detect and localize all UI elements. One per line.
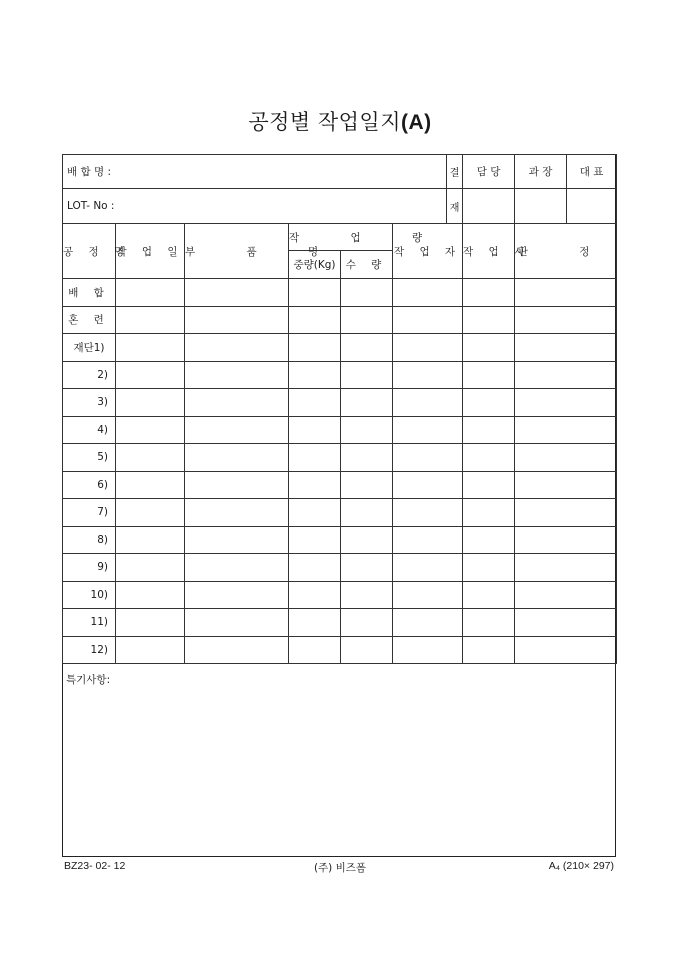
part-name-cell[interactable] [185,581,289,609]
process-row [63,444,617,472]
quantity-cell[interactable] [341,554,393,582]
process-row [63,361,617,389]
approval-role-ceo: 대 표 [567,155,617,189]
part-name-cell[interactable] [185,554,289,582]
work-date-cell[interactable] [116,334,185,362]
weight-cell[interactable] [289,581,341,609]
judgment-cell[interactable] [515,554,617,582]
work-time-cell[interactable] [463,306,515,334]
process-label: 10) [63,581,116,609]
process-row [63,279,617,307]
quantity-cell[interactable] [341,389,393,417]
process-row [63,416,617,444]
mix-name-field[interactable] [63,155,447,189]
judgment-cell[interactable] [515,306,617,334]
worker-cell[interactable] [393,636,463,664]
remarks-label: 특기사항: [66,674,111,686]
weight-cell[interactable] [289,636,341,664]
process-label: 배 합 [63,279,116,307]
quantity-cell[interactable] [341,416,393,444]
work-time-cell[interactable] [463,334,515,362]
weight-cell[interactable] [289,526,341,554]
work-time-cell[interactable] [463,636,515,664]
quantity-cell[interactable] [341,526,393,554]
quantity-cell[interactable] [341,471,393,499]
process-label: 9) [63,554,116,582]
work-date-cell[interactable] [116,444,185,472]
weight-cell[interactable] [289,499,341,527]
work-time-cell[interactable] [463,609,515,637]
quantity-cell[interactable] [341,636,393,664]
footer-company: (주) 비즈폼 [313,862,367,874]
worker-cell[interactable] [393,444,463,472]
approval-sign-manager[interactable] [463,189,515,224]
work-date-cell[interactable] [116,389,185,417]
form-title [0,106,680,136]
header-judgment: 판 정 [515,224,617,279]
part-name-cell[interactable] [185,636,289,664]
quantity-cell[interactable] [341,609,393,637]
process-row [63,499,617,527]
process-row [63,581,617,609]
process-label: 12) [63,636,116,664]
work-time-cell[interactable] [463,581,515,609]
quantity-cell[interactable] [341,334,393,362]
process-label: 7) [63,499,116,527]
part-name-cell[interactable] [185,499,289,527]
weight-cell[interactable] [289,361,341,389]
process-label: 2) [63,361,116,389]
work-date-cell[interactable] [116,499,185,527]
header-part-name: 부 품 명 [185,224,289,279]
judgment-cell[interactable] [515,471,617,499]
process-label: 11) [63,609,116,637]
work-date-cell[interactable] [116,279,185,307]
process-row [63,609,617,637]
weight-cell[interactable] [289,444,341,472]
header-quantity: 수 량 [341,251,393,279]
worker-cell[interactable] [393,279,463,307]
approval-role-manager: 담 당 [463,155,515,189]
lot-number-field[interactable] [63,189,447,224]
process-row [63,389,617,417]
work-time-cell[interactable] [463,361,515,389]
judgment-cell[interactable] [515,499,617,527]
worker-cell[interactable] [393,609,463,637]
process-label: 혼 련 [63,306,116,334]
worker-cell[interactable] [393,361,463,389]
weight-cell[interactable] [289,609,341,637]
process-row [63,334,617,362]
process-row [63,526,617,554]
approval-sign-chief[interactable] [515,189,567,224]
approval-sign-ceo[interactable] [567,189,617,224]
process-label: 3) [63,389,116,417]
work-date-cell[interactable] [116,471,185,499]
part-name-cell[interactable] [185,444,289,472]
part-name-cell[interactable] [185,334,289,362]
judgment-cell[interactable] [515,526,617,554]
part-name-cell[interactable] [185,279,289,307]
worker-cell[interactable] [393,389,463,417]
worker-cell[interactable] [393,499,463,527]
work-date-cell[interactable] [116,609,185,637]
process-label: 6) [63,471,116,499]
weight-cell[interactable] [289,334,341,362]
quantity-cell[interactable] [341,499,393,527]
process-label: 5) [63,444,116,472]
work-time-cell[interactable] [463,444,515,472]
process-row [63,636,617,664]
approval-role-chief: 과 장 [515,155,567,189]
header-process: 공 정 명 [63,224,116,279]
work-date-cell[interactable] [116,526,185,554]
part-name-cell[interactable] [185,471,289,499]
judgment-cell[interactable] [515,581,617,609]
judgment-cell[interactable] [515,389,617,417]
quantity-cell[interactable] [341,444,393,472]
part-name-cell[interactable] [185,306,289,334]
approval-label-top: 결 [447,155,463,189]
header-weight: 중량(Kg) [289,251,341,279]
worker-cell[interactable] [393,471,463,499]
work-date-cell[interactable] [116,306,185,334]
judgment-cell[interactable] [515,416,617,444]
judgment-cell[interactable] [515,361,617,389]
work-date-cell[interactable] [116,636,185,664]
work-time-cell[interactable] [463,416,515,444]
process-row [63,306,617,334]
worker-cell[interactable] [393,306,463,334]
process-label: 4) [63,416,116,444]
work-date-cell[interactable] [116,361,185,389]
work-date-cell[interactable] [116,581,185,609]
worker-cell[interactable] [393,526,463,554]
judgment-cell[interactable] [515,334,617,362]
work-time-cell[interactable] [463,389,515,417]
work-time-cell[interactable] [463,554,515,582]
weight-cell[interactable] [289,416,341,444]
footer-form-code: BZ23- 02- 12 [64,860,126,872]
process-label: 8) [63,526,116,554]
form-title-korean: 공정별 작업일지 [248,110,402,134]
mix-name-label: 배 합 명 : [67,166,111,178]
work-time-cell[interactable] [463,471,515,499]
weight-cell[interactable] [289,389,341,417]
work-log-table [62,154,617,664]
header-work-date: 작 업 일 [116,224,185,279]
weight-cell[interactable] [289,279,341,307]
judgment-cell[interactable] [515,609,617,637]
weight-cell[interactable] [289,554,341,582]
process-row [63,554,617,582]
process-label: 재단1) [63,334,116,362]
work-time-cell[interactable] [463,526,515,554]
work-time-cell[interactable] [463,279,515,307]
approval-label-bottom: 재 [447,189,463,224]
work-time-cell[interactable] [463,499,515,527]
judgment-cell[interactable] [515,636,617,664]
process-row [63,471,617,499]
judgment-cell[interactable] [515,279,617,307]
header-work-time: 작 업 시 [463,224,515,279]
part-name-cell[interactable] [185,389,289,417]
work-date-cell[interactable] [116,416,185,444]
judgment-cell[interactable] [515,444,617,472]
weight-cell[interactable] [289,306,341,334]
quantity-cell[interactable] [341,306,393,334]
worker-cell[interactable] [393,334,463,362]
worker-cell[interactable] [393,554,463,582]
work-date-cell[interactable] [116,554,185,582]
quantity-cell[interactable] [341,361,393,389]
form-title-suffix: (A) [401,111,432,134]
worker-cell[interactable] [393,581,463,609]
footer-paper-size: A₄ (210× 297) [548,860,614,872]
header-worker: 작 업 자 [393,224,463,279]
lot-number-label: LOT- No : [67,200,115,212]
worker-cell[interactable] [393,416,463,444]
part-name-cell[interactable] [185,361,289,389]
part-name-cell[interactable] [185,609,289,637]
header-work-amount: 작 업 량 [289,224,393,251]
part-name-cell[interactable] [185,416,289,444]
quantity-cell[interactable] [341,279,393,307]
part-name-cell[interactable] [185,526,289,554]
weight-cell[interactable] [289,471,341,499]
quantity-cell[interactable] [341,581,393,609]
